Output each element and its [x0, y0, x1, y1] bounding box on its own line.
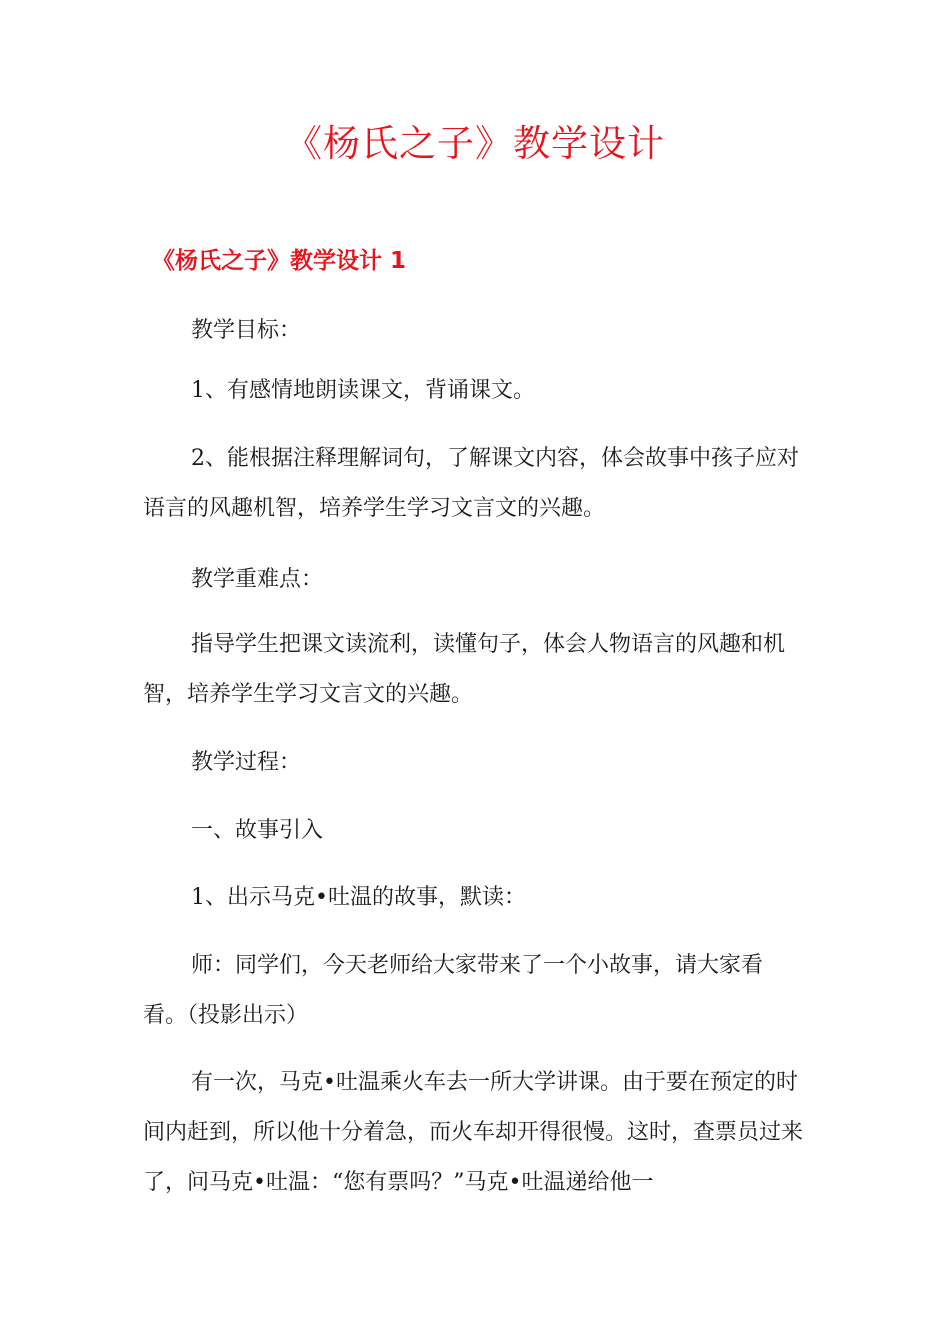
paragraph-goal-2: 2、能根据注释理解词句，了解课文内容，体会故事中孩子应对语言的风趣机智，培养学生学习文言文的兴趣。	[143, 446, 799, 521]
paragraph-step-one: 一、故事引入	[191, 818, 324, 843]
paragraph-teacher-intro: 师：同学们，今天老师给大家带来了一个小故事，请大家看看。（投影出示）	[143, 953, 764, 1028]
paragraph-key-points: 指导学生把课文读流利，读懂句子，体会人物语言的风趣和机智，培养学生学习文言文的兴趣。	[143, 632, 786, 707]
paragraph-process-label: 教学过程：	[191, 750, 302, 775]
section-heading: 《杨氏之子》教学设计 1	[152, 248, 407, 274]
paragraph-goal-1: 1、有感情地朗读课文，背诵课文。	[191, 378, 535, 403]
document-title: 《杨氏之子》教学设计	[285, 122, 665, 165]
paragraph-teaching-goals-label: 教学目标：	[191, 318, 302, 343]
paragraph-key-points-label: 教学重难点：	[191, 567, 324, 592]
paragraph-story: 有一次，马克•吐温乘火车去一所大学讲课。由于要在预定的时间内赶到，所以他十分着急，而火车却开得很慢。这时，查票员过来了，问马克•吐温：“您有票吗？”马克•吐温递给他一	[143, 1070, 804, 1195]
paragraph-step-one-item-1: 1、出示马克•吐温的故事，默读：	[191, 885, 526, 910]
